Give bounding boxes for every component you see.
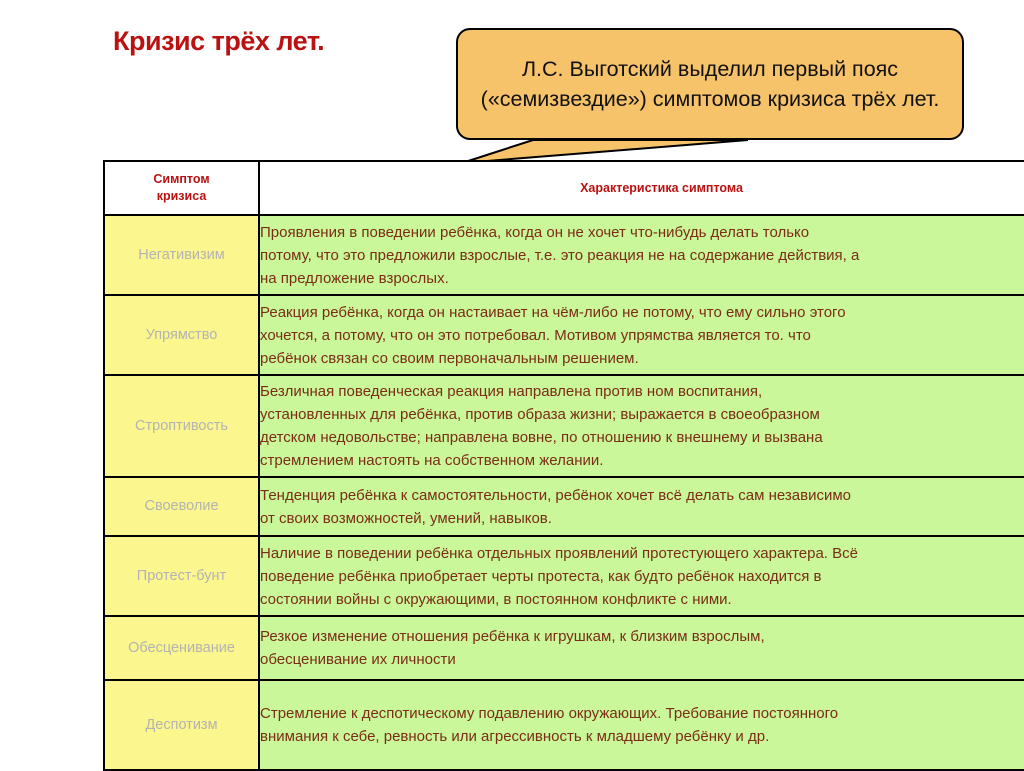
description-line: Резкое изменение отношения ребёнка к игрушкам, к близким взрослым, [260,628,765,645]
description-line: Тенденция ребёнка к самостоятельности, ребёнок хочет всё делать сам независимо [260,486,852,504]
table-row [104,295,1024,375]
symptom-description [259,375,1024,477]
description-line: Стремление к деспотическому подавлению окружающих. Требование постоянного [260,705,839,722]
description-line: ребёнок связан со своим первоначальным решением. [260,349,639,367]
column-header-description: Характеристика симптома [259,161,1024,215]
table-row [104,375,1024,477]
table-header-row [104,161,1024,215]
symptom-name: Строптивость [104,375,259,477]
symptom-name: Обесценивание [104,616,259,680]
description-line: детском недовольстве; направлена вовне, по отношению к внешнему и вызвана [260,429,823,446]
description-line: на предложение взрослых. [260,269,449,287]
symptom-name: Деспотизм [104,680,259,770]
column-header-symptom-line2: кризиса [156,189,207,203]
column-header-symptom [104,161,259,215]
column-header-symptom-line1: Симптом [153,172,210,186]
symptom-name: Своеволие [104,477,259,536]
symptom-description [259,616,1024,680]
description-line: Наличие в поведении ребёнка отдельных проявлений протестующего характера. Всё [260,544,858,562]
symptom-name: Упрямство [104,295,259,375]
description-line: от своих возможностей, умений, навыков. [260,509,552,527]
symptom-name: Протест-бунт [104,536,259,616]
symptom-description [259,536,1024,616]
callout-container [448,28,978,168]
callout-text: Л.С. Выготский выделил первый пояс («семизвездие») симптомов кризиса трёх лет. [480,57,940,111]
crisis-symptoms-table [103,160,1024,771]
description-line: поведение ребёнка приобретает черты протеста, как будто ребёнок находится в [260,567,822,585]
symptom-description [259,680,1024,770]
symptom-description [259,215,1024,295]
table-body [104,215,1024,770]
description-line: Реакция ребёнка, когда он настаивает на чём-либо не потому, что ему сильно этого [260,303,846,321]
table-row [104,536,1024,616]
table-row [104,616,1024,680]
description-line: хочется, а потому, что он это потребовал. Мотивом упрямства является то. что [260,326,811,344]
description-line: стремлением настоять на собственном желании. [260,452,604,469]
table-row [104,477,1024,536]
vygotsky-callout-bubble [456,28,964,140]
table-row [104,215,1024,295]
description-line: установленных для ребёнка, против образа жизни; выражается в своеобразном [260,406,820,423]
description-line: Безличная поведенческая реакция направлена против ном воспитания, [260,383,763,400]
page-title: Кризис трёх лет. [113,26,325,56]
description-line: состоянии войны с окружающими, в постоянном конфликте с ними. [260,590,732,608]
description-line: Проявления в поведении ребёнка, когда он не хочет что-нибудь делать только [260,223,810,241]
description-line: внимания к себе, ревность или агрессивность к младшему ребёнку и др. [260,728,770,745]
description-line: обесценивание их личности [260,651,456,668]
description-line: потому, что это предложили взрослые, т.е. это реакция не на содержание действия, а [260,246,860,264]
symptom-description [259,477,1024,536]
table-header [104,161,1024,215]
symptom-description [259,295,1024,375]
symptom-name: Негативизим [104,215,259,295]
table-row [104,680,1024,770]
